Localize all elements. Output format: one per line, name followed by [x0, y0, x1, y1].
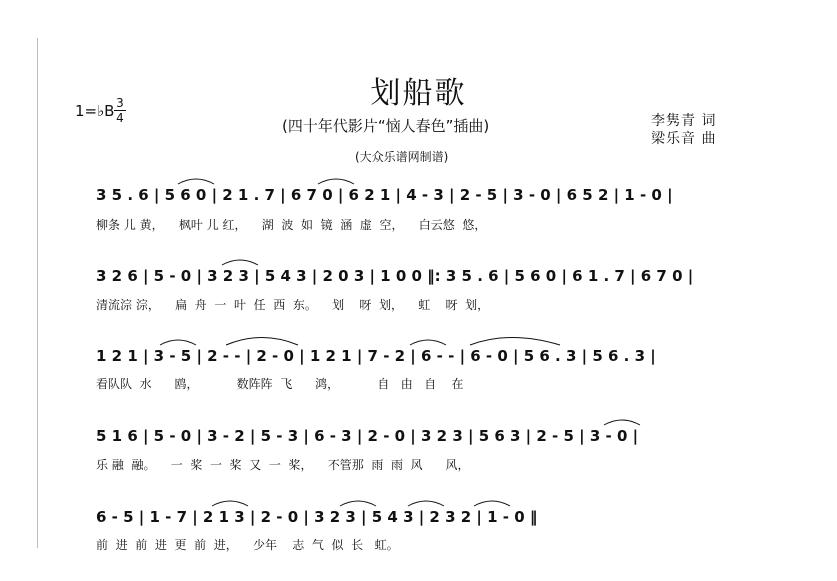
- composer-credit: 梁乐音 曲: [651, 131, 717, 147]
- score-maker-note: (大众乐谱网制谱): [355, 150, 449, 164]
- subtitle: (四十年代影片“恼人春色”插曲): [282, 117, 490, 135]
- notes-line-4: 5 1 6 | 5 - 0 | 3 - 2 | 5 - 3 | 6 - 3 | 2 - 0 | 3 2 3 | 5 6 3 | 2 - 5 | 3 - 0 |: [96, 427, 639, 445]
- lyrics-line-5: 前 进 前 进 更 前 进， 少年 志 气 似 长 虹。: [96, 538, 399, 552]
- page-title: 划船歌: [370, 76, 467, 111]
- lyrics-line-3: 看队队 水 鸥， 数阵阵 飞 鸿， 自 由 自 在: [96, 377, 464, 391]
- notes-line-5: 6 - 5 | 1 - 7 | 2 1 3 | 2 - 0 | 3 2 3 | 5 4 3 | 2 3 2 | 1 - 0 ‖: [96, 508, 538, 526]
- lyrics-line-4: 乐 融 融。 一 桨 一 桨 又 一 桨， 不管那 雨 雨 风 风，: [96, 458, 470, 472]
- notes-line-3: 1 2 1 | 3 - 5 | 2 - - | 2 - 0 | 1 2 1 | 7 - 2 | 6 - - | 6 - 0 | 5 6 . 3 | 5 6 . 3 |: [96, 347, 656, 365]
- time-signature-bottom: 4: [116, 111, 124, 125]
- notes-line-1: 3 5 . 6 | 5 6 0 | 2 1 . 7 | 6 7 0 | 6 2 1 | 4 - 3 | 2 - 5 | 3 - 0 | 6 5 2 | 1 - 0 |: [96, 186, 673, 204]
- lyrics-line-2: 清流淙 淙， 扁 舟 一 叶 任 西 东。 划 呀 划， 虹 呀 划，: [96, 298, 490, 312]
- notes-line-2: 3 2 6 | 5 - 0 | 3 2 3 | 5 4 3 | 2 0 3 | 1 0 0 ‖: 3 5 . 6 | 5 6 0 | 6 1 . 7 | 6 7 0 |: [96, 267, 694, 285]
- lyrics-line-1: 柳条 儿 黄， 枫叶 儿 红， 湖 波 如 镜 涵 虚 空， 白云悠 悠，: [96, 218, 487, 232]
- key-signature: 1=♭B: [75, 102, 115, 120]
- lyricist-credit: 李隽青 词: [651, 113, 717, 129]
- time-signature-top: 3: [116, 96, 124, 110]
